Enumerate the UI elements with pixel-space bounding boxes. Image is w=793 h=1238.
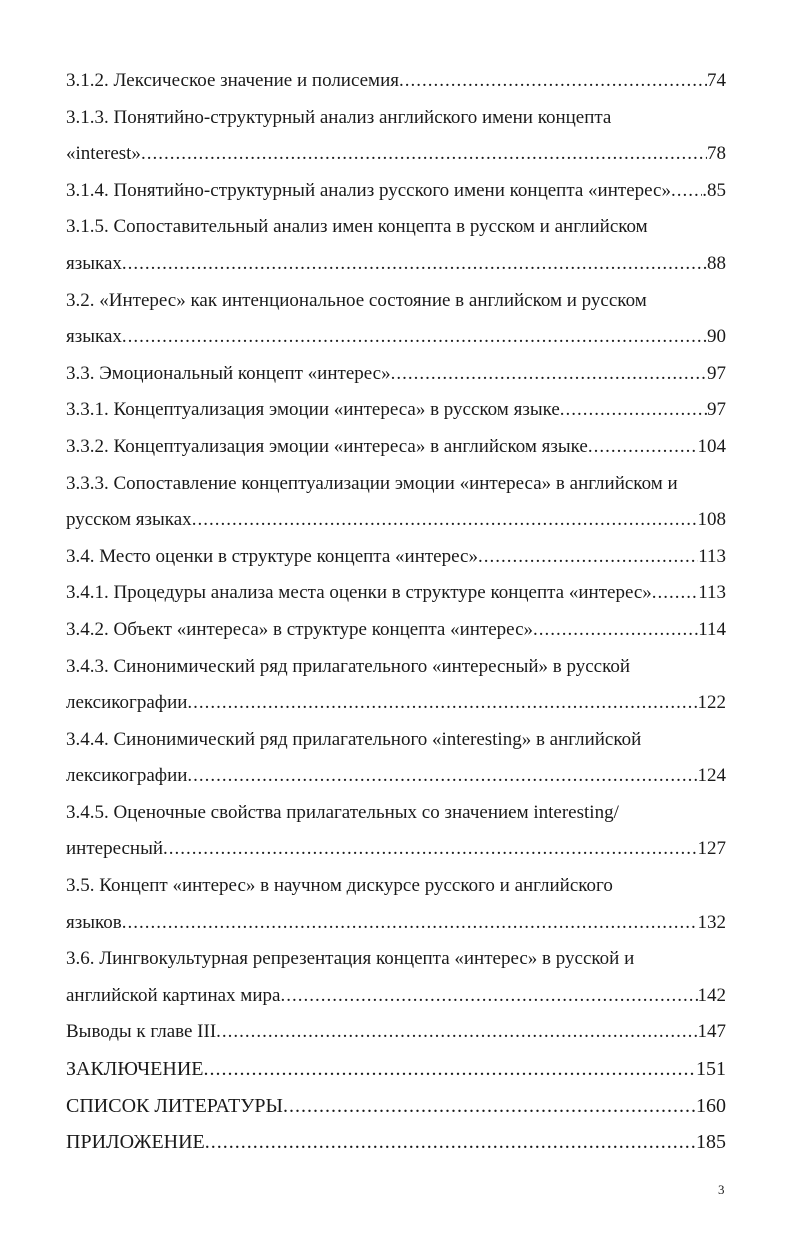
toc-entry: [66, 575, 726, 612]
toc-entry-line: [66, 575, 726, 612]
toc-entry-page: 142: [697, 984, 726, 1006]
toc-entry-line: [66, 246, 726, 283]
toc-entry: [66, 209, 726, 282]
dot-leader: [533, 612, 698, 649]
toc-entry-page: 122: [697, 692, 726, 714]
toc-entry-title-line: 3.3.3. Сопоставление концептуализации эмоции «интереса» в английском и: [66, 472, 678, 494]
toc-entry-page: 147: [697, 1021, 726, 1043]
toc-entry-page: 185: [696, 1131, 726, 1154]
dot-leader: [588, 429, 698, 466]
toc-entry-page: 124: [697, 765, 726, 787]
toc-entry-title: английской картинах мира: [66, 984, 281, 1006]
toc-entry: [66, 722, 726, 795]
dot-leader: [192, 502, 698, 539]
dot-leader: [122, 319, 707, 356]
toc-entry-page: 113: [698, 582, 726, 604]
page-number: 3: [718, 1182, 725, 1197]
toc-entry-line: [66, 758, 726, 795]
toc-entry-line: [66, 136, 726, 173]
toc-entry: [66, 1124, 726, 1161]
toc-entry-title-line: 3.5. Концепт «интерес» в научном дискурсе русского и английского: [66, 875, 613, 897]
toc-entry-title: 3.3.1. Концептуализация эмоции «интереса» в русском языке: [66, 399, 560, 421]
toc-entry-title: ПРИЛОЖЕНИЕ: [66, 1131, 205, 1154]
toc-entry-title-line: 3.1.3. Понятийно-структурный анализ английского имени концепта: [66, 106, 612, 128]
toc-entry-title: Выводы к главе III: [66, 1021, 217, 1043]
toc-entry-page: 90: [707, 326, 726, 348]
toc-entry: [66, 173, 726, 210]
toc-entry-page: .85: [702, 179, 726, 201]
toc-entry: [66, 392, 726, 429]
toc-entry-title: 3.3.2. Концептуализация эмоции «интереса» в английском языке: [66, 435, 588, 457]
toc-entry-title: языках: [66, 252, 122, 274]
toc-entry: [66, 941, 726, 1014]
toc-entry-line: [66, 539, 726, 576]
toc-entry: [66, 283, 726, 356]
toc-entry-page: 151: [696, 1058, 726, 1081]
toc-entry-title: 3.3. Эмоциональный концепт «интерес»: [66, 362, 391, 384]
toc-entry-page: 113: [698, 545, 726, 567]
toc-entry-line: [66, 1051, 726, 1088]
toc-entry-title: ЗАКЛЮЧЕНИЕ: [66, 1058, 204, 1081]
toc-entry-page: 114: [698, 618, 726, 640]
toc-entry: [66, 649, 726, 722]
toc-entry: [66, 466, 726, 539]
dot-leader: [187, 685, 697, 722]
toc-entry-title: интересный: [66, 838, 164, 860]
toc-entry-line: [66, 429, 726, 466]
toc-entry: [66, 539, 726, 576]
toc-entry: [66, 868, 726, 941]
toc-entry: [66, 612, 726, 649]
dot-leader: [205, 1124, 696, 1161]
toc-entry-line: [66, 173, 726, 210]
toc-entry-line: [66, 978, 726, 1015]
toc-entry-line: [66, 502, 726, 539]
dot-leader: [203, 1051, 696, 1088]
toc-entry-title: СПИСОК ЛИТЕРАТУРЫ: [66, 1094, 283, 1117]
toc-entry: [66, 100, 726, 173]
toc-entry-title: лексикографии: [66, 692, 188, 714]
toc-entry-line: [66, 1124, 726, 1161]
table-of-contents: [66, 63, 726, 1161]
dot-leader: [141, 136, 707, 173]
toc-entry-title: 3.1.2. Лексическое значение и полисемия: [66, 70, 399, 91]
toc-entry-title-line: 3.4.3. Синонимический ряд прилагательного «интересный» в русской: [66, 655, 631, 677]
dot-leader: [652, 575, 698, 612]
toc-entry-title: «interest»: [66, 143, 141, 165]
toc-entry-page: 88: [707, 252, 726, 274]
toc-entry-page: 104: [697, 435, 726, 457]
toc-entry-line: [66, 63, 726, 100]
toc-entry: [66, 1088, 726, 1125]
dot-leader: [399, 63, 707, 100]
dot-leader: [163, 831, 697, 868]
toc-entry-title-line: 3.2. «Интерес» как интенциональное состояние в английском и русском: [66, 289, 647, 311]
toc-entry-line: [66, 831, 726, 868]
toc-entry-line: [66, 319, 726, 356]
toc-entry-line: [66, 905, 726, 942]
dot-leader: [187, 758, 697, 795]
toc-entry-title: 3.1.4. Понятийно-структурный анализ русского имени концепта «интерес»: [66, 179, 671, 201]
toc-entry-title: языках: [66, 326, 122, 348]
toc-entry-page: 108: [697, 509, 726, 531]
toc-entry-title: лексикографии: [66, 765, 188, 787]
dot-leader: [560, 392, 707, 429]
dot-leader: [391, 356, 707, 393]
dot-leader: [283, 1088, 696, 1125]
toc-entry-page: 78: [707, 143, 726, 165]
dot-leader: [671, 173, 702, 210]
toc-entry-title-line: 3.4.4. Синонимический ряд прилагательного «interesting» в английской: [66, 728, 642, 750]
dot-leader: [122, 246, 707, 283]
toc-entry-page: 74: [707, 70, 726, 91]
toc-entry-title: 3.4.1. Процедуры анализа места оценки в структуре концепта «интерес»: [66, 582, 652, 604]
toc-entry: [66, 795, 726, 868]
toc-entry-line: [66, 392, 726, 429]
toc-entry-page: 97: [707, 362, 726, 384]
toc-entry-line: [66, 356, 726, 393]
toc-entry-page: 127: [697, 838, 726, 860]
toc-entry-page: 160: [696, 1094, 726, 1117]
toc-entry-title: 3.4.2. Объект «интереса» в структуре концепта «интерес»: [66, 618, 534, 640]
toc-entry-title: 3.4. Место оценки в структуре концепта «интерес»: [66, 545, 478, 567]
dot-leader: [216, 1014, 697, 1051]
toc-entry-line: [66, 685, 726, 722]
toc-entry-title: языков: [66, 911, 122, 933]
dot-leader: [478, 539, 698, 576]
toc-entry: [66, 63, 726, 100]
toc-entry-line: [66, 612, 726, 649]
toc-entry: [66, 429, 726, 466]
toc-entry-line: [66, 1014, 726, 1051]
toc-entry-title-line: 3.1.5. Сопоставительный анализ имен концепта в русском и английском: [66, 216, 648, 238]
toc-entry-title-line: 3.6. Лингвокультурная репрезентация концепта «интерес» в русской и: [66, 948, 635, 970]
toc-entry-title: русском языках: [66, 509, 192, 531]
toc-entry-page: 97: [707, 399, 726, 421]
toc-entry-title-line: 3.4.5. Оценочные свойства прилагательных со значением interesting/: [66, 801, 619, 823]
toc-entry-page: 132: [697, 911, 726, 933]
toc-entry: [66, 356, 726, 393]
dot-leader: [280, 978, 697, 1015]
toc-entry: [66, 1051, 726, 1088]
dot-leader: [122, 905, 698, 942]
toc-entry: [66, 1014, 726, 1051]
toc-entry-line: [66, 1088, 726, 1125]
